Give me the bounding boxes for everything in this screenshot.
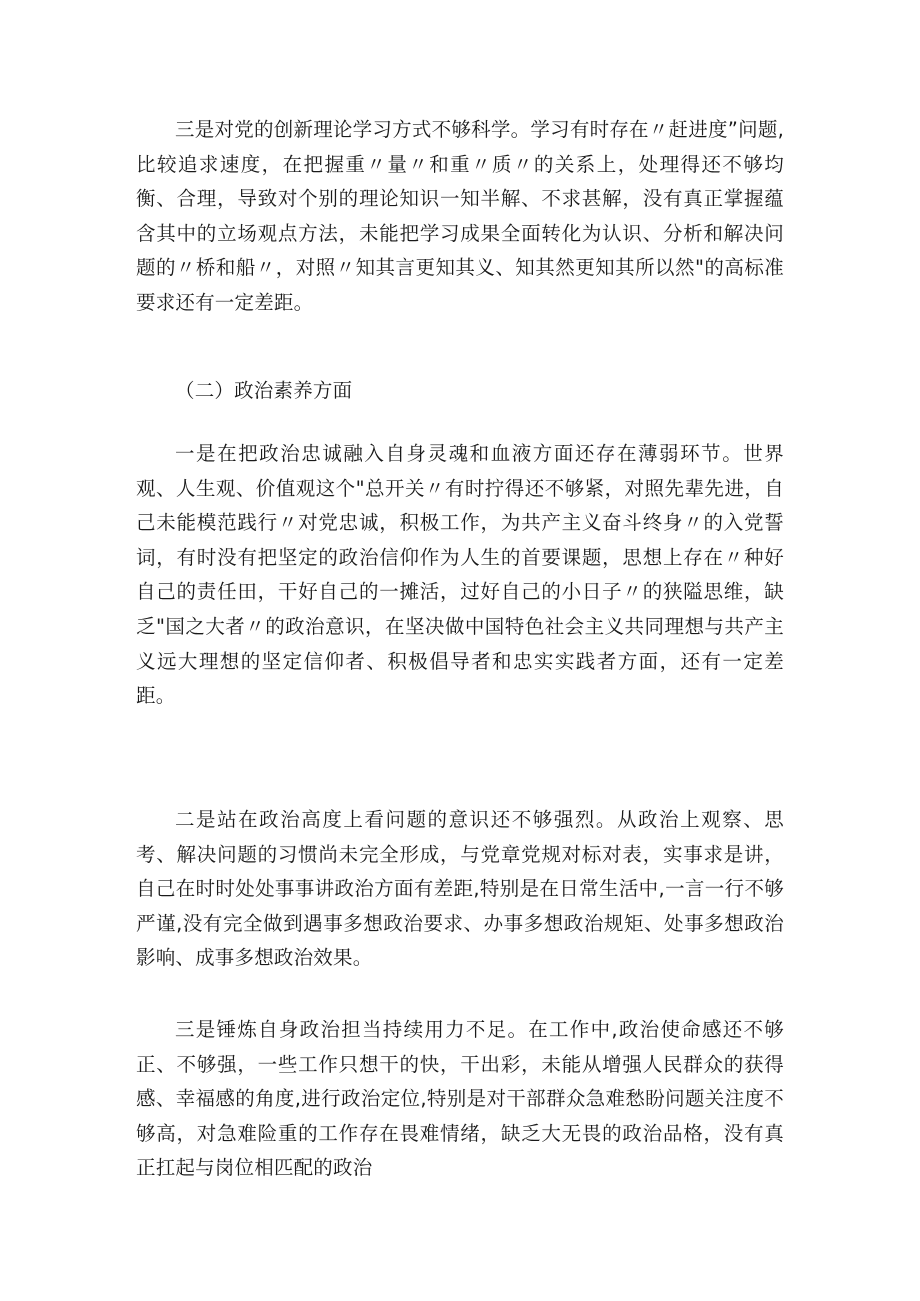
paragraph-political-awareness: 二是站在政治高度上看问题的意识还不够强烈。从政治上观察、思考、解决问题的习惯尚未完全形成，与党章党规对标对表，实事求是讲，自己在时时处处事事讲政治方面有差距,特别是在日常生活中,一言一行不够严谨,没有完全做到遇事多想政治要求、办事多想政治规矩、处事多想政治影响、成事多想政治效果。 — [136, 808, 784, 970]
paragraph-theory-study-method: 三是对党的创新理论学习方式不够科学。学习有时存在〃赶进度”问题,比较追求速度，在把握重〃量〃和重〃质〃的关系上，处理得还不够均衡、合理，导致对个别的理论知识一知半解、不求甚解，没有真正掌握蕴含其中的立场观点方法，未能把学习成果全面转化为认识、分析和解决问题的〃桥和船〃，对照〃知其言更知其义、知其然更知其所以然"的高标准要求还有一定差距。 — [136, 118, 784, 314]
section-heading-political-quality: （二）政治素养方面 — [175, 379, 353, 402]
paragraph-political-loyalty: 一是在把政治忠诚融入自身灵魂和血液方面还存在薄弱环节。世界观、人生观、价值观这个"总开关〃有时拧得还不够紧，对照先辈先进，自己未能模范践行〃对党忠诚，积极工作，为共产主义奋斗终身〃的入党誓词，有时没有把坚定的政治信仰作为人生的首要课题，思想上存在〃种好自己的责任田，干好自己的一摊活，过好自己的小日子〃的狭隘思维，缺乏"国之大者〃的政治意识，在坚决做中国特色社会主义共同理想与共产主义远大理想的坚定信仰者、积极倡导者和忠实实践者方面，还有一定差距。 — [136, 442, 784, 708]
paragraph-political-responsibility: 三是锤炼自身政治担当持续用力不足。在工作中,政治使命感还不够正、不够强，一些工作只想干的快，干出彩，未能从增强人民群众的获得感、幸福感的角度,进行政治定位,特别是对干部群众急难愁盼问题关注度不够高，对急难险重的工作存在畏难情绪，缺乏大无畏的政治品格，没有真正扛起与岗位相匹配的政治 — [136, 1018, 784, 1180]
